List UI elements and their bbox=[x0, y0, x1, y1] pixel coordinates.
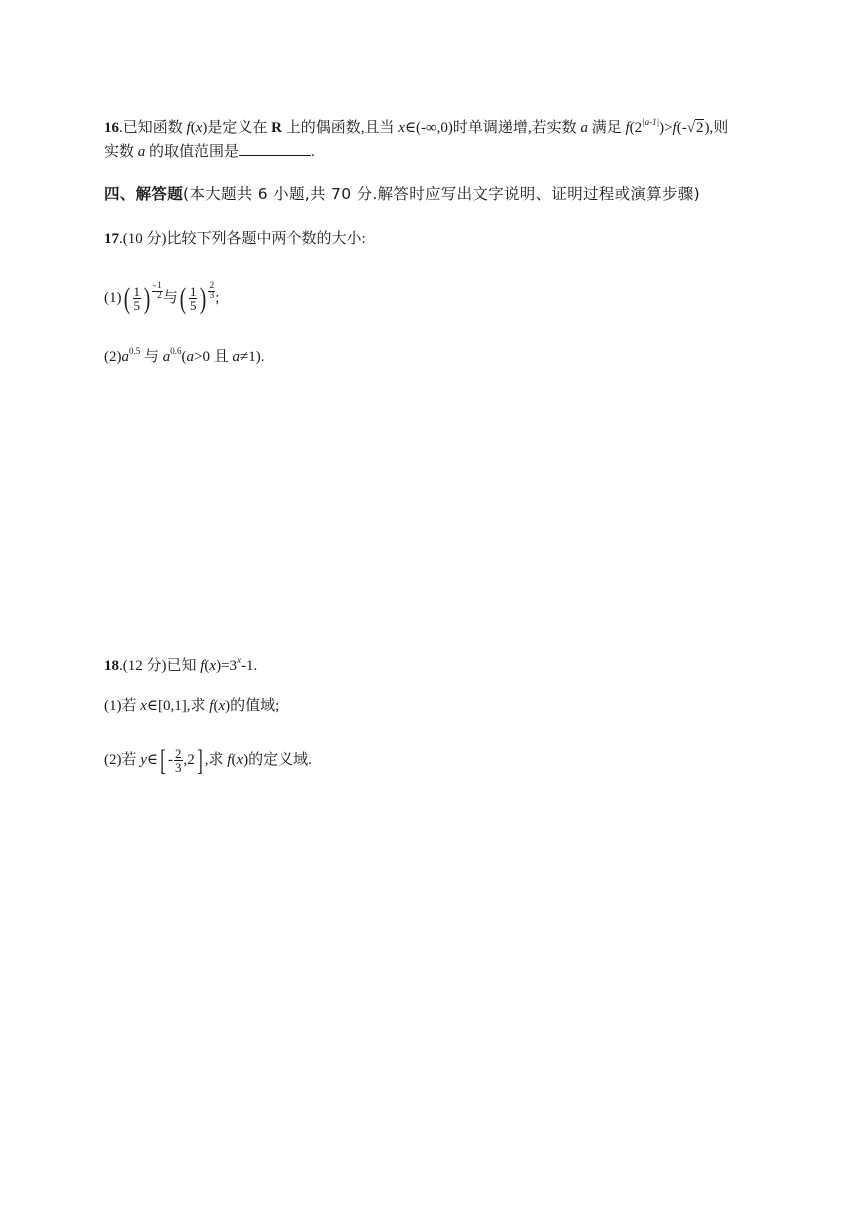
sqrt-expression bbox=[687, 118, 705, 138]
text: ,求 bbox=[204, 752, 228, 768]
math-var: a bbox=[580, 120, 588, 136]
math-var: x bbox=[209, 658, 217, 674]
text: ∈ bbox=[146, 752, 159, 768]
question-number: 16 bbox=[104, 120, 119, 136]
text: .(12 分)已知 bbox=[119, 658, 201, 674]
text: >0 且 bbox=[194, 349, 233, 365]
text: ),则 bbox=[704, 120, 729, 136]
math-var: a bbox=[186, 349, 195, 365]
text: (1)若 bbox=[104, 698, 141, 714]
question-17-part-1 bbox=[104, 280, 219, 316]
text: .已知函数 bbox=[119, 120, 187, 136]
question-16-line-1 bbox=[104, 112, 728, 138]
text: ( bbox=[231, 752, 237, 768]
text: )的定义域. bbox=[243, 752, 312, 768]
text: .(10 分)比较下列各题中两个数的大小: bbox=[119, 231, 366, 247]
section-title: 四、解答题 bbox=[104, 185, 184, 203]
math-var: f bbox=[227, 752, 232, 768]
text: )的值域; bbox=[225, 698, 280, 714]
exponent: |a-1| bbox=[642, 117, 660, 127]
text: ∈(-∞,0)时单调递增,若实数 bbox=[404, 120, 581, 136]
math-var: f bbox=[672, 120, 677, 136]
exponent: 0.6 bbox=[170, 346, 182, 356]
part-label: (2) bbox=[104, 349, 122, 365]
fraction-2-3: $\frac{2}{3}$ bbox=[175, 746, 182, 776]
sqrt-symbol: √ bbox=[686, 120, 695, 136]
math-var: y bbox=[140, 752, 147, 768]
exponent: 0.5 bbox=[129, 346, 141, 356]
math-var: a bbox=[162, 349, 171, 365]
math-var: x bbox=[236, 752, 244, 768]
question-17-head bbox=[104, 229, 366, 249]
right-paren: ) bbox=[143, 281, 151, 315]
text: 与 bbox=[140, 349, 163, 365]
exponent-fraction-1: $\frac{1}{2}$ bbox=[157, 281, 162, 301]
text: 满足 bbox=[587, 120, 626, 136]
text: )是定义在 bbox=[202, 120, 272, 136]
math-set-R: R bbox=[271, 120, 282, 136]
text: -1. bbox=[241, 658, 258, 674]
text: 与 bbox=[162, 290, 178, 306]
fraction-1-5: $\frac{1}{5}$ bbox=[189, 284, 197, 314]
text: )=3 bbox=[216, 658, 238, 674]
question-number: 17 bbox=[104, 231, 119, 247]
text: ( bbox=[181, 349, 187, 365]
text: 上的偶函数,且当 bbox=[281, 120, 399, 136]
text: )> bbox=[659, 120, 673, 136]
text: ,2 bbox=[183, 752, 195, 768]
answer-blank bbox=[239, 141, 311, 156]
right-bracket: ] bbox=[197, 743, 203, 777]
math-var: a bbox=[232, 349, 240, 365]
text: (2)若 bbox=[104, 752, 141, 768]
math-var: a bbox=[137, 144, 146, 160]
exponent-neg-half: - bbox=[153, 281, 157, 291]
question-17-part-2 bbox=[104, 341, 264, 367]
exponent: x bbox=[237, 655, 242, 665]
text: 实数 bbox=[104, 144, 138, 160]
math-var: x bbox=[195, 120, 203, 136]
math-var: x bbox=[218, 698, 226, 714]
text: ≠1). bbox=[239, 349, 265, 365]
part-label: (1) bbox=[104, 290, 122, 306]
text: ( bbox=[213, 698, 219, 714]
question-16-line-2 bbox=[104, 141, 315, 162]
fraction-1-5: $\frac{1}{5}$ bbox=[133, 284, 140, 314]
left-bracket: [ bbox=[160, 743, 166, 777]
text: (- bbox=[676, 120, 687, 136]
left-paren: ( bbox=[123, 281, 130, 315]
text: . bbox=[311, 144, 315, 160]
text: (2 bbox=[629, 120, 643, 136]
math-var: f bbox=[186, 120, 191, 136]
math-var: f bbox=[209, 698, 214, 714]
section-4-heading bbox=[104, 184, 700, 204]
math-var: x bbox=[398, 120, 405, 136]
section-description: (本大题共 6 小题,共 70 分.解答时应写出文字说明、证明过程或演算步骤) bbox=[183, 185, 700, 203]
text: ( bbox=[190, 120, 196, 136]
question-18-head bbox=[104, 650, 257, 676]
math-var: f bbox=[625, 120, 630, 136]
right-paren: ) bbox=[200, 281, 207, 315]
question-18-part-2 bbox=[104, 742, 312, 778]
question-number: 18 bbox=[104, 658, 119, 674]
math-var: x bbox=[140, 698, 147, 714]
text: ; bbox=[215, 290, 220, 306]
left-paren: ( bbox=[179, 281, 187, 315]
text: ∈[0,1],求 bbox=[146, 698, 210, 714]
minus-sign: - bbox=[168, 752, 174, 768]
text: 的取值范围是 bbox=[145, 144, 240, 160]
sqrt-radicand: 2 bbox=[695, 120, 704, 136]
text: ( bbox=[204, 658, 210, 674]
question-18-part-1 bbox=[104, 696, 279, 716]
exponent-fraction-2: $\frac{2}{3}$ bbox=[209, 281, 215, 301]
math-var: a bbox=[121, 349, 129, 365]
math-var: f bbox=[200, 658, 205, 674]
